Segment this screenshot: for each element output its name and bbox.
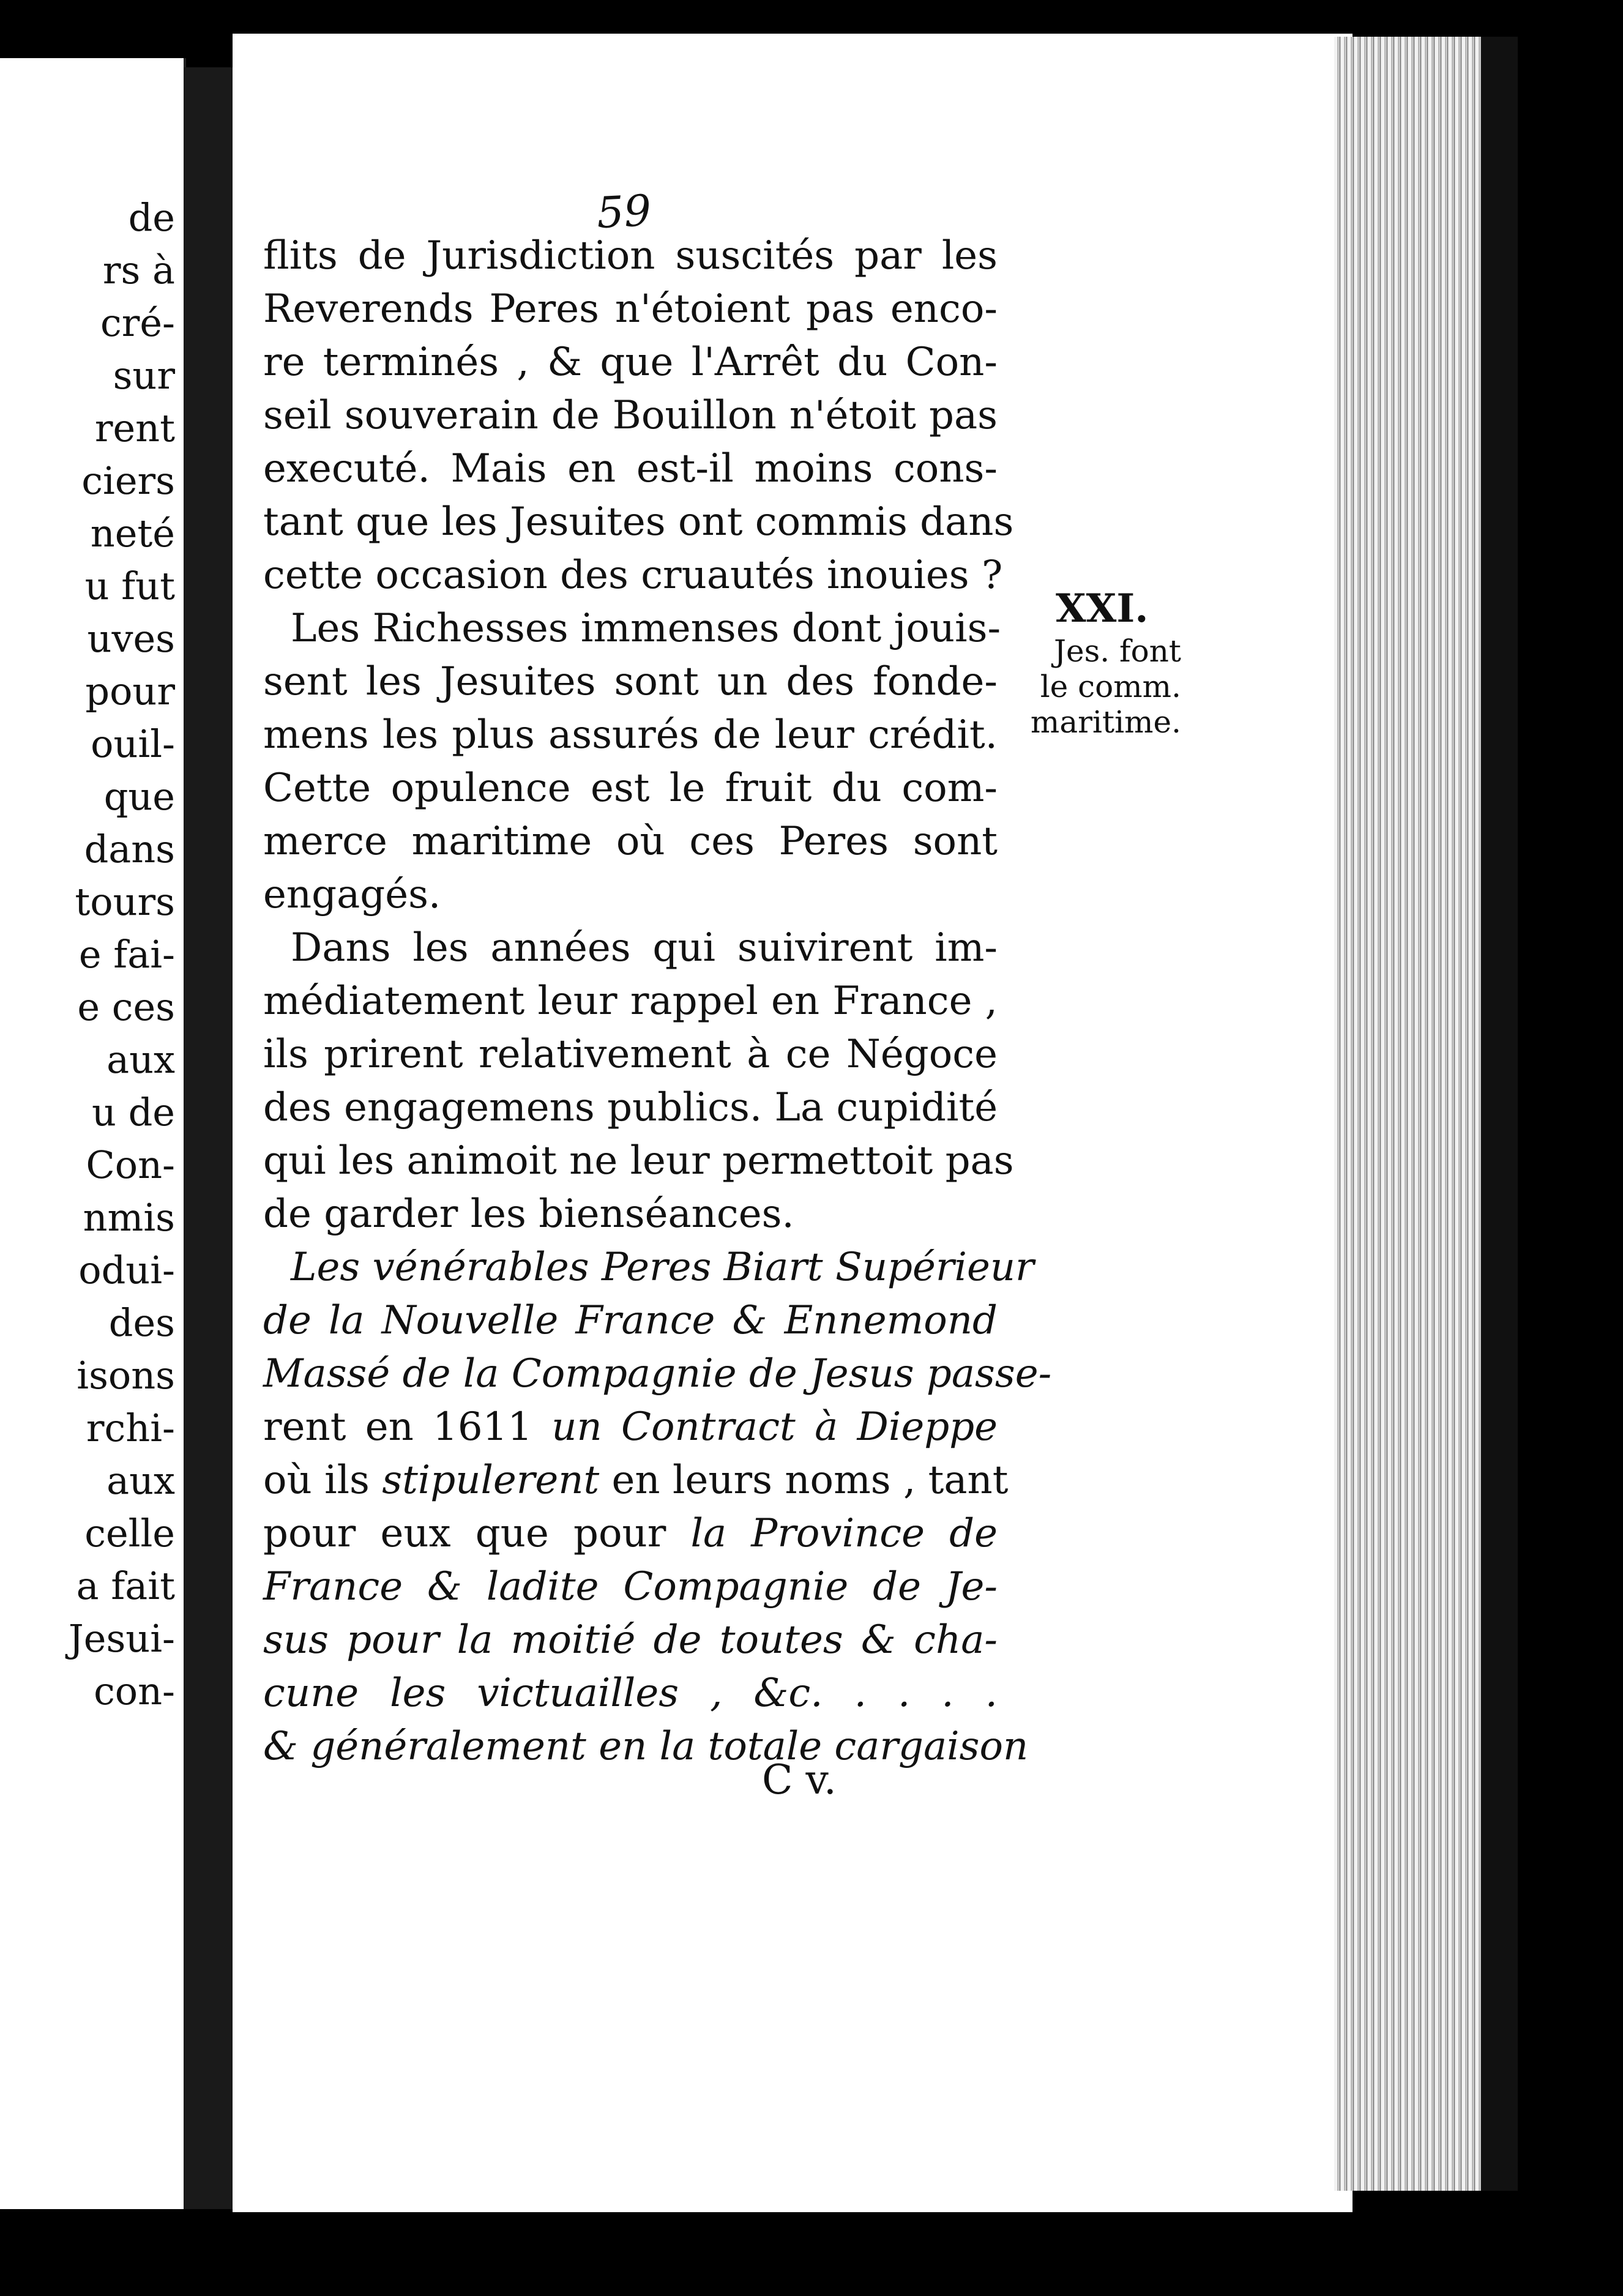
margin-note-line: le comm. <box>1040 669 1181 704</box>
text-line: & généralement en la totale cargaison <box>263 1724 1029 1769</box>
left-page-fragment: rchi- <box>86 1406 175 1450</box>
text-run: pour eux que pour <box>263 1511 691 1556</box>
text-line: Cette opulence est le fruit du com- <box>263 766 998 811</box>
text-line: médiatement leur rappel en France , <box>263 978 998 1024</box>
text-line: Massé de la Compagnie de Jesus passe- <box>263 1351 1052 1396</box>
text-line: des engagemens publics. La cupidité <box>263 1085 998 1130</box>
text-line: sent les Jesuites sont un des fonde- <box>263 659 998 704</box>
page-number: 59 <box>595 185 653 239</box>
left-page-fragments <box>0 58 184 2209</box>
margin-note <box>1013 584 1181 740</box>
edge-shadow <box>1481 37 1518 2191</box>
text-run: où ils <box>263 1458 382 1503</box>
text-line: cette occasion des cruautés inouies ? <box>263 553 1003 598</box>
text-line: de la Nouvelle France & Ennemond <box>263 1298 998 1343</box>
left-page-fragment: uves <box>87 616 175 661</box>
left-page-fragment: tours <box>75 879 175 924</box>
text-line: de garder les bienséances. <box>263 1191 794 1237</box>
left-page-fragment: que <box>103 774 175 819</box>
left-page-fragment: e ces <box>77 985 175 1029</box>
text-line: seil souverain de Bouillon n'étoit pas <box>263 393 998 438</box>
text-line: Les Richesses immenses dont jouis- <box>291 606 1001 651</box>
text-line: mens les plus assurés de leur crédit. <box>263 712 998 758</box>
margin-note-line: Jes. font <box>1054 633 1181 669</box>
text-line: France & ladite Compagnie de Je- <box>263 1564 998 1609</box>
left-page-fragment: sur <box>113 353 175 398</box>
left-page-fragment: aux <box>106 1037 175 1082</box>
text-line: engagés. <box>263 872 441 917</box>
text-run-italic: la Province de <box>690 1511 998 1556</box>
left-page-fragment: isons <box>76 1353 175 1398</box>
left-page-fragment: u de <box>91 1090 175 1135</box>
left-page-fragment: Jesui- <box>68 1616 175 1661</box>
left-page-fragment: celle <box>84 1511 175 1556</box>
margin-note-title: XXI. <box>1056 586 1149 632</box>
text-line: Les vénérables Peres Biart Supérieur <box>291 1245 1034 1290</box>
text-line: re terminés , & que l'Arrêt du Con- <box>263 340 998 385</box>
left-page-fragment: ouil- <box>91 721 175 766</box>
left-page-fragment: rs à <box>102 248 175 293</box>
text-line: ils prirent relativement à ce Négoce <box>263 1032 998 1077</box>
left-page-fragment: dans <box>84 827 175 871</box>
text-line: executé. Mais en est-il moins cons- <box>263 446 998 491</box>
text-line: Reverends Peres n'étoient pas enco- <box>263 286 998 332</box>
text-line: merce maritime où ces Peres sont <box>263 819 998 864</box>
signature-mark: C v. <box>762 1756 837 1803</box>
text-line: Dans les années qui suivirent im- <box>291 925 998 971</box>
text-line: flits de Jurisdiction suscités par les <box>263 233 998 278</box>
text-run-italic: stipulerent <box>382 1458 600 1503</box>
text-line <box>263 1507 998 1560</box>
text-line: tant que les Jesuites ont commis dans <box>263 499 1014 545</box>
left-page-fragment: nmis <box>83 1195 175 1240</box>
body-text <box>263 229 1052 1773</box>
text-line: cune les victuailles , &c. . . . . <box>263 1671 998 1716</box>
left-page-fragment: de <box>128 195 175 240</box>
text-line: sus pour la moitié de toutes & cha- <box>263 1617 998 1663</box>
text-run: rent en 1611 <box>263 1404 552 1450</box>
left-page-fragment: pour <box>85 669 175 714</box>
text-line <box>263 1401 998 1454</box>
text-line <box>263 1454 1009 1507</box>
left-page-fragment: u fut <box>84 564 175 608</box>
left-page-fragment: Con- <box>86 1142 175 1187</box>
text-run-italic: un Contract à Dieppe <box>551 1404 998 1450</box>
left-page-fragment: cré- <box>100 300 175 345</box>
page-edges <box>1334 37 1499 2191</box>
left-page-fragment: des <box>108 1300 175 1345</box>
text-run: en leurs noms , tant <box>599 1458 1009 1503</box>
text-line: qui les animoit ne leur permettoit pas <box>263 1138 1014 1183</box>
left-page-fragment: aux <box>106 1458 175 1503</box>
margin-note-line: maritime. <box>1030 704 1181 740</box>
left-page <box>0 58 186 2209</box>
left-page-fragment: e fai- <box>78 932 175 977</box>
left-page-fragment: con- <box>94 1669 175 1713</box>
left-page-fragment: neté <box>90 511 175 556</box>
left-page-fragment: rent <box>94 406 175 450</box>
book-gutter <box>184 67 233 2209</box>
left-page-fragment: ciers <box>81 458 175 503</box>
left-page-fragment: odui- <box>78 1248 175 1292</box>
left-page-fragment: a fait <box>76 1564 175 1608</box>
